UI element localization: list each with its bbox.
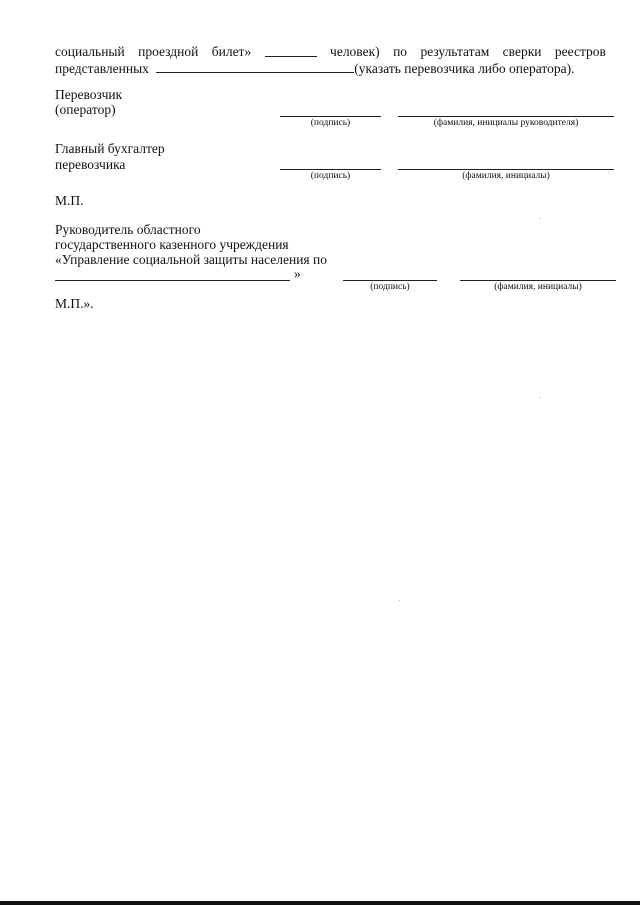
head-name-line [460,280,616,281]
stamp-place: М.П. [55,193,84,208]
word: результатам [420,44,490,59]
head-label-2: государственного казенного учреждения [55,237,289,252]
accountant-signature-line [280,169,381,170]
region-blank-line [55,280,290,281]
operator-blank [156,60,354,73]
accountant-name-line [398,169,614,170]
carrier-sublabel: (оператор) [55,102,116,117]
count-blank [265,44,317,57]
accountant-label: Главный бухгалтер [55,141,165,156]
scan-speck [539,397,540,398]
word: реестров [554,44,606,59]
carrier-name-line [398,116,614,117]
head-label-1: Руководитель областного [55,222,201,237]
paragraph-line-2 [55,60,574,77]
word: представленных [55,61,149,76]
word: проездной [138,44,199,59]
scan-speck [399,600,400,601]
accountant-name-caption: (фамилия, инициалы) [462,171,550,181]
head-signature-caption: (подпись) [370,282,410,292]
carrier-name-caption: (фамилия, инициалы руководителя) [433,118,579,128]
word: социальный [55,44,125,59]
stamp-place-final: М.П.». [55,296,94,311]
carrier-label: Перевозчик [55,87,123,102]
word: по [393,44,408,59]
paragraph-line-1 [55,44,606,60]
scan-edge [0,901,640,905]
accountant-signature-caption: (подпись) [310,171,351,181]
hint-text: (указать перевозчика либо оператора). [354,61,575,76]
head-name-caption: (фамилия, инициалы) [494,282,582,292]
scan-speck [540,218,541,219]
word: сверки [502,44,542,59]
carrier-signature-caption: (подпись) [310,118,351,128]
word: билет» [211,44,252,59]
accountant-sublabel: перевозчика [55,157,126,172]
head-signature-line [343,280,437,281]
head-label-3: «Управление социальной защиты населения по [55,252,327,267]
carrier-signature-line [280,116,381,117]
closing-quote: » [294,266,301,281]
word: человек) [330,44,380,59]
